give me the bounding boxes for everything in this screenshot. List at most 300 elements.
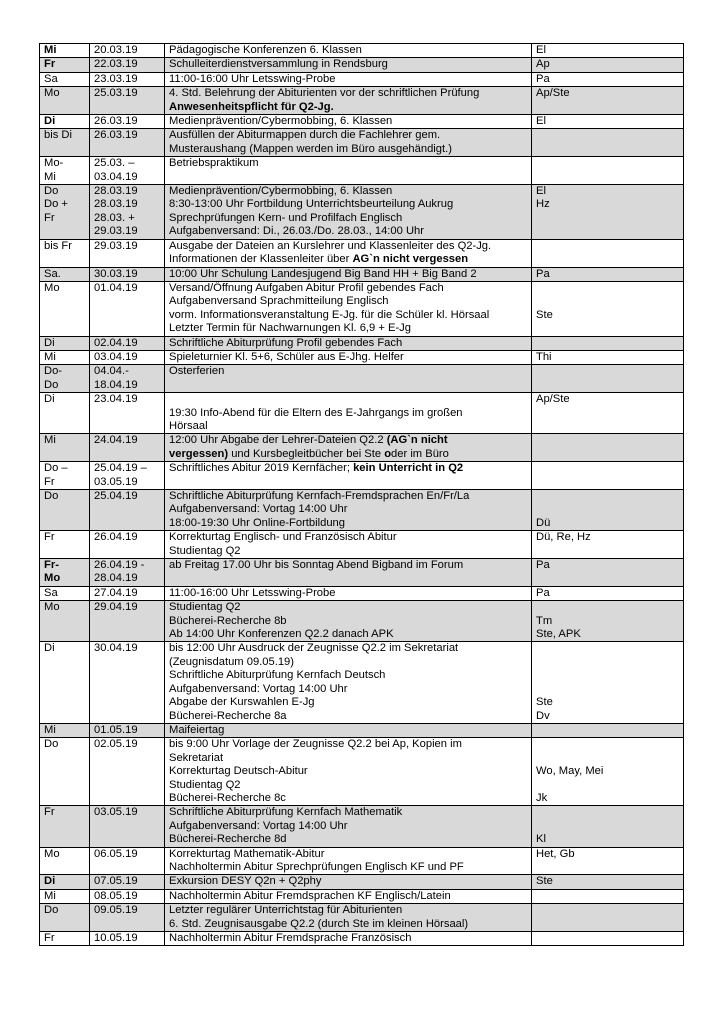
cell-line — [536, 129, 679, 142]
cell-line: 28.03.19 — [94, 198, 138, 211]
event-line — [169, 601, 527, 614]
event-line — [169, 890, 527, 903]
cell-line: Di — [44, 875, 56, 888]
event-text: Schulleiterdienstversammlung in Rendsburg — [169, 58, 388, 71]
cell-line: Pa — [536, 72, 550, 85]
cell-line: Ste — [536, 308, 553, 321]
event-cell — [165, 129, 532, 157]
schedule-row — [40, 267, 684, 281]
day-cell — [40, 185, 90, 240]
responsible-cell — [532, 875, 684, 889]
day-cell — [40, 87, 90, 115]
cell-line: 02.05.19 — [94, 738, 138, 751]
date-cell — [90, 642, 165, 723]
cell-line: 02.04.19 — [94, 336, 138, 349]
event-cell — [165, 157, 532, 185]
responsible-cell — [532, 281, 684, 336]
event-text: Anwesenheitspflicht für Q2-Jg. — [169, 100, 334, 113]
day-cell — [40, 490, 90, 531]
cell-line: 24.04.19 — [94, 434, 138, 447]
event-text: 12:00 Uhr Abgabe der Lehrer-Dateien Q2.2 — [169, 434, 387, 447]
cell-line: Mi — [44, 170, 56, 183]
schedule-row — [40, 738, 684, 806]
schedule-row — [40, 58, 684, 72]
schedule-row — [40, 281, 684, 336]
cell-line: 06.05.19 — [94, 847, 138, 860]
responsible-cell — [532, 72, 684, 86]
event-line — [169, 87, 527, 100]
responsible-cell — [532, 365, 684, 393]
cell-line — [536, 820, 679, 833]
cell-line: 26.04.19 - — [94, 559, 145, 572]
event-line — [169, 724, 527, 737]
date-cell — [90, 157, 165, 185]
schedule-row — [40, 875, 684, 889]
event-text: Schriftliche Abiturprüfung Kernfach-Fremdsprachen En/Fr/La — [169, 490, 470, 502]
cell-line: Pa — [536, 586, 550, 599]
responsible-cell — [532, 889, 684, 903]
event-line — [169, 73, 527, 86]
event-text: vergessen) — [169, 447, 229, 460]
event-text: Aufgabenversand: Di., 26.03./Do. 28.03., 14:00 Uhr — [169, 225, 424, 238]
event-cell — [165, 87, 532, 115]
event-cell — [165, 738, 532, 806]
event-line — [169, 44, 527, 57]
cell-line: 26.04.19 — [94, 531, 138, 544]
cell-line: Di — [44, 393, 55, 406]
event-text: bis 9:00 Uhr Vorlage der Zeugnisse Q2.2 bei Ap, Kopien im — [169, 738, 462, 751]
date-cell — [90, 875, 165, 889]
cell-line: Het, Gb — [536, 847, 575, 860]
date-cell — [90, 932, 165, 946]
cell-line: Di — [44, 336, 55, 349]
event-text: o — [384, 447, 392, 460]
event-line — [169, 559, 527, 572]
schedule-row — [40, 157, 684, 185]
event-cell — [165, 72, 532, 86]
cell-line: Sa — [44, 72, 58, 85]
schedule-row — [40, 586, 684, 600]
day-cell — [40, 889, 90, 903]
event-cell — [165, 904, 532, 932]
responsible-cell — [532, 58, 684, 72]
event-line — [169, 309, 527, 322]
event-cell — [165, 239, 532, 267]
date-cell — [90, 723, 165, 737]
date-cell — [90, 889, 165, 903]
event-text: Schriftliche Abiturprüfung Kernfach Deutsch — [169, 669, 386, 682]
cell-line: 03.04.19 — [94, 170, 138, 183]
cell-line: Do + — [44, 198, 68, 211]
event-line — [169, 157, 527, 170]
cell-line: Kl — [536, 833, 546, 846]
day-cell — [40, 157, 90, 185]
cell-line: Mo — [44, 87, 60, 100]
schedule-row — [40, 932, 684, 946]
event-text: Hörsaal — [169, 419, 208, 432]
event-line — [169, 407, 527, 420]
date-cell — [90, 129, 165, 157]
date-cell — [90, 58, 165, 72]
event-text: Letzter regulärer Unterrichtstag für Abiturienten — [169, 904, 403, 917]
event-text: und Kursbegleitbücher bei Ste — [228, 447, 385, 460]
cell-line — [536, 462, 679, 475]
responsible-cell — [532, 115, 684, 129]
event-cell — [165, 723, 532, 737]
event-line — [169, 58, 527, 71]
event-line — [169, 848, 527, 861]
event-text: 4. Std. Belehrung der Abiturienten vor der schriftlichen Prüfung — [169, 87, 480, 100]
cell-line: Sa — [44, 586, 58, 599]
event-cell — [165, 462, 532, 490]
cell-line — [536, 503, 679, 516]
event-line — [169, 615, 527, 628]
event-cell — [165, 434, 532, 462]
event-line — [169, 295, 527, 308]
date-cell — [90, 72, 165, 86]
event-text: Aufgabenversand: Vortag 14:00 Uhr — [169, 819, 348, 832]
cell-line — [536, 932, 679, 945]
cell-line: 26.03.19 — [94, 129, 138, 142]
event-text: Musteraushang (Mappen werden im Büro ausgehändigt.) — [169, 142, 452, 155]
event-text: Bücherei-Recherche 8b — [169, 614, 287, 627]
event-line — [169, 322, 527, 335]
schedule-row — [40, 44, 684, 58]
cell-line: 18.04.19 — [94, 378, 138, 391]
cell-line: Tm — [536, 614, 553, 627]
event-line — [169, 545, 527, 558]
cell-line: Mo- — [44, 157, 64, 170]
event-line — [169, 185, 527, 198]
schedule-row — [40, 185, 684, 240]
event-text: bis 12:00 Uhr Ausdruck der Zeugnisse Q2.2 im Sekretariat — [169, 642, 459, 655]
schedule-table — [39, 43, 684, 946]
day-cell — [40, 559, 90, 587]
event-cell — [165, 806, 532, 847]
cell-line: 30.03.19 — [94, 267, 138, 280]
event-cell — [165, 115, 532, 129]
cell-line — [536, 642, 679, 655]
day-cell — [40, 434, 90, 462]
cell-line — [536, 806, 679, 819]
event-text: Ab 14:00 Uhr Konferenzen Q2.2 danach APK — [169, 628, 394, 641]
cell-line — [536, 656, 679, 669]
responsible-cell — [532, 601, 684, 642]
event-line — [169, 420, 527, 433]
event-text: Aufgabenversand: Vortag 14:00 Uhr — [169, 503, 348, 516]
cell-line: Fr — [44, 58, 56, 71]
event-line — [169, 752, 527, 765]
cell-line: Mo — [44, 601, 60, 614]
day-cell — [40, 462, 90, 490]
responsible-cell — [532, 185, 684, 240]
event-line — [169, 503, 527, 516]
cell-line: Do — [44, 738, 59, 751]
event-line — [169, 861, 527, 874]
schedule-row — [40, 723, 684, 737]
cell-line: El — [536, 115, 546, 128]
event-line — [169, 101, 527, 114]
day-cell — [40, 531, 90, 559]
event-text: Schriftliche Abiturprüfung Profil gebendes Fach — [169, 336, 403, 349]
responsible-cell — [532, 336, 684, 350]
event-cell — [165, 586, 532, 600]
event-text: Ausgabe der Dateien an Kurslehrer und Klassenleiter des Q2-Jg. — [169, 239, 492, 252]
responsible-cell — [532, 723, 684, 737]
day-cell — [40, 601, 90, 642]
schedule-row — [40, 889, 684, 903]
cell-line: Ste — [536, 696, 553, 709]
day-cell — [40, 44, 90, 58]
event-line — [169, 240, 527, 253]
event-text: Maifeiertag — [169, 723, 225, 736]
event-line — [169, 656, 527, 669]
responsible-cell — [532, 806, 684, 847]
responsible-cell — [532, 44, 684, 58]
cell-line: 07.05.19 — [94, 875, 138, 888]
cell-line: 26.03.19 — [94, 115, 138, 128]
event-line — [169, 918, 527, 931]
cell-line: Mi — [44, 350, 56, 363]
cell-line: Di — [44, 115, 56, 128]
cell-line — [536, 904, 679, 917]
cell-line: Hz — [536, 198, 550, 211]
event-cell — [165, 267, 532, 281]
cell-line: Pa — [536, 267, 550, 280]
event-text: Osterferien — [169, 365, 225, 378]
event-line — [169, 792, 527, 805]
event-text: Studientag Q2 — [169, 544, 241, 557]
cell-line: 01.05.19 — [94, 723, 138, 736]
date-cell — [90, 115, 165, 129]
cell-line: Ap/Ste — [536, 393, 570, 406]
event-line — [169, 587, 527, 600]
cell-line: 25.03. – — [94, 157, 135, 170]
day-cell — [40, 365, 90, 393]
schedule-row — [40, 847, 684, 875]
cell-line — [536, 890, 679, 903]
cell-line — [536, 738, 679, 751]
day-cell — [40, 738, 90, 806]
cell-line: Thi — [536, 350, 552, 363]
responsible-cell — [532, 434, 684, 462]
event-text: der im Büro — [391, 447, 449, 460]
day-cell — [40, 336, 90, 350]
event-line — [169, 365, 527, 378]
event-cell — [165, 490, 532, 531]
event-text: Spieleturnier Kl. 5+6, Schüler aus E-Jhg. Helfer — [169, 350, 404, 363]
event-cell — [165, 889, 532, 903]
cell-line: 03.04.19 — [94, 350, 138, 363]
schedule-row — [40, 642, 684, 723]
cell-line: Mi — [44, 434, 56, 447]
event-line — [169, 820, 527, 833]
event-text: Sekretariat — [169, 751, 224, 764]
day-cell — [40, 239, 90, 267]
schedule-row — [40, 87, 684, 115]
responsible-cell — [532, 559, 684, 587]
day-cell — [40, 58, 90, 72]
event-cell — [165, 58, 532, 72]
cell-line — [536, 434, 679, 447]
day-cell — [40, 875, 90, 889]
day-cell — [40, 847, 90, 875]
date-cell — [90, 267, 165, 281]
event-text: Nachholtermin Abitur Sprechprüfungen Englisch KF und PF — [169, 860, 464, 873]
day-cell — [40, 642, 90, 723]
cell-line: 25.04.19 – — [94, 462, 147, 475]
event-cell — [165, 185, 532, 240]
cell-line — [536, 282, 679, 295]
event-text: Korrekturtag Deutsch-Abitur — [169, 765, 308, 778]
event-text: (Zeugnisdatum 09.05.19) — [169, 655, 295, 668]
cell-line: Do- — [44, 365, 63, 378]
event-line — [169, 932, 527, 945]
event-text: Nachholtermin Abitur Fremdsprache Französisch — [169, 932, 412, 944]
schedule-row — [40, 336, 684, 350]
date-cell — [90, 434, 165, 462]
responsible-cell — [532, 157, 684, 185]
responsible-cell — [532, 490, 684, 531]
event-text: Betriebspraktikum — [169, 157, 259, 170]
event-line — [169, 833, 527, 846]
cell-line: Mi — [44, 723, 56, 736]
responsible-cell — [532, 847, 684, 875]
event-text: 11:00-16:00 Uhr Letsswing-Probe — [169, 586, 336, 599]
event-line — [169, 904, 527, 917]
event-text: Bücherei-Recherche 8c — [169, 791, 286, 804]
event-text: Bücherei-Recherche 8a — [169, 709, 287, 722]
cell-line: Fr — [44, 806, 55, 819]
event-text: AG`n nicht vergessen — [352, 253, 469, 266]
responsible-cell — [532, 586, 684, 600]
date-cell — [90, 281, 165, 336]
event-cell — [165, 336, 532, 350]
cell-line: bis Di — [44, 129, 72, 142]
cell-line: Dü, Re, Hz — [536, 531, 591, 544]
day-cell — [40, 267, 90, 281]
day-cell — [40, 904, 90, 932]
cell-line: 08.05.19 — [94, 889, 138, 902]
event-line — [169, 448, 527, 461]
event-line — [169, 779, 527, 792]
event-cell — [165, 44, 532, 58]
event-text: Studientag Q2 — [169, 778, 241, 791]
cell-line: Mo — [44, 572, 61, 585]
event-line — [169, 628, 527, 641]
cell-line: Ap — [536, 58, 550, 71]
cell-line: 23.04.19 — [94, 393, 138, 406]
event-text: ab Freitag 17.00 Uhr bis Sonntag Abend Bigband im Forum — [169, 559, 464, 572]
cell-line: 25.04.19 — [94, 490, 138, 502]
event-line — [169, 669, 527, 682]
event-line — [169, 806, 527, 819]
cell-line: Mo — [44, 281, 60, 294]
cell-line: bis Fr — [44, 239, 72, 252]
responsible-cell — [532, 393, 684, 434]
cell-line: 25.03.19 — [94, 87, 138, 100]
event-text: 10:00 Uhr Schulung Landesjugend Big Band HH + Big Band 2 — [169, 267, 477, 280]
cell-line — [536, 779, 679, 792]
event-line — [169, 490, 527, 503]
event-line — [169, 517, 527, 530]
cell-line — [536, 669, 679, 682]
cell-line: Do — [44, 378, 59, 391]
responsible-cell — [532, 531, 684, 559]
cell-line: El — [536, 185, 546, 198]
event-text: Aufgabenversand: Vortag 14:00 Uhr — [169, 682, 348, 695]
date-cell — [90, 806, 165, 847]
schedule-row — [40, 129, 684, 157]
spacer-line — [169, 393, 527, 406]
date-cell — [90, 601, 165, 642]
event-text: 8:30-13:00 Uhr Fortbildung Unterrichtsbeurteilung Aukrug — [169, 198, 454, 211]
event-line — [169, 115, 527, 128]
event-text: Korrekturtag Englisch- und Französisch Abitur — [169, 531, 397, 544]
responsible-cell — [532, 642, 684, 723]
event-text: Medienprävention/Cybermobbing, 6. Klassen — [169, 185, 393, 198]
event-cell — [165, 281, 532, 336]
cell-line: El — [536, 44, 546, 56]
responsible-cell — [532, 932, 684, 946]
date-cell — [90, 586, 165, 600]
event-text: (AG`n nicht — [386, 434, 448, 447]
cell-line: Ste, APK — [536, 628, 581, 641]
event-line — [169, 738, 527, 751]
day-cell — [40, 806, 90, 847]
responsible-cell — [532, 87, 684, 115]
event-cell — [165, 601, 532, 642]
date-cell — [90, 185, 165, 240]
event-cell — [165, 350, 532, 364]
event-line — [169, 765, 527, 778]
event-text: Pädagogische Konferenzen 6. Klassen — [169, 44, 362, 56]
day-cell — [40, 129, 90, 157]
event-text: Korrekturtag Mathematik-Abitur — [169, 847, 325, 860]
cell-line — [536, 724, 679, 737]
event-cell — [165, 559, 532, 587]
date-cell — [90, 239, 165, 267]
cell-line — [536, 683, 679, 696]
cell-line: Do — [44, 185, 59, 198]
event-cell — [165, 847, 532, 875]
cell-line: 03.05.19 — [94, 475, 138, 488]
date-cell — [90, 350, 165, 364]
date-cell — [90, 738, 165, 806]
schedule-row — [40, 72, 684, 86]
responsible-cell — [532, 239, 684, 267]
cell-line: Do — [44, 490, 59, 502]
cell-line: 04.04.- — [94, 365, 129, 378]
cell-line: Wo, May, Mei — [536, 765, 604, 778]
date-cell — [90, 462, 165, 490]
cell-line: Pa — [536, 559, 550, 572]
event-line — [169, 198, 527, 211]
event-cell — [165, 393, 532, 434]
cell-line: 28.03. + — [94, 211, 135, 224]
event-text: Bücherei-Recherche 8d — [169, 833, 287, 846]
date-cell — [90, 87, 165, 115]
event-line — [169, 875, 527, 888]
cell-line: Fr — [44, 932, 55, 944]
cell-line: 10.05.19 — [94, 932, 138, 944]
event-text: Aufgabenversand Sprachmitteilung Englisch — [169, 295, 389, 308]
schedule-row — [40, 601, 684, 642]
event-cell — [165, 365, 532, 393]
schedule-row — [40, 350, 684, 364]
date-cell — [90, 904, 165, 932]
event-text: Medienprävention/Cybermobbing, 6. Klassen — [169, 115, 393, 128]
